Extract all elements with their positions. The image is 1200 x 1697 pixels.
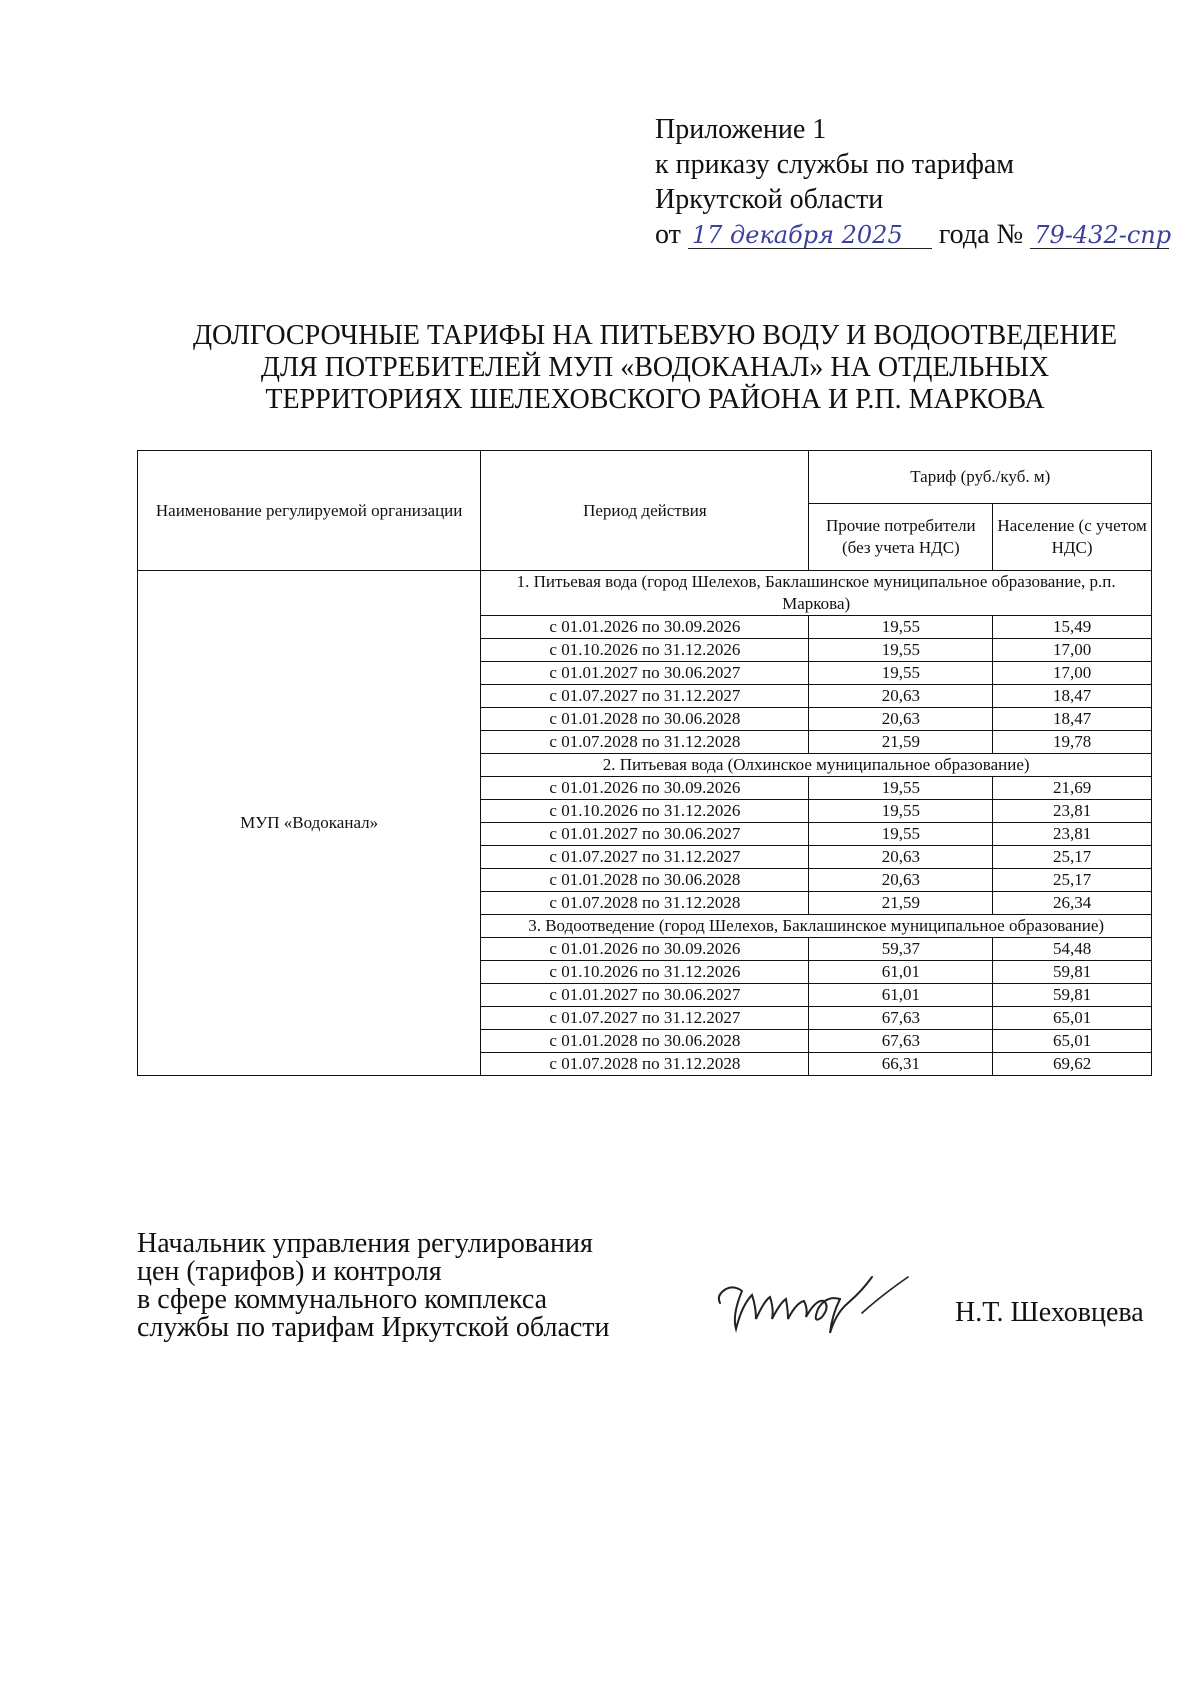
period-cell: с 01.01.2026 по 30.09.2026 — [481, 616, 809, 639]
population-tariff-cell: 65,01 — [993, 1007, 1152, 1030]
period-cell: с 01.01.2027 по 30.06.2027 — [481, 984, 809, 1007]
signature-position — [137, 1230, 610, 1342]
position-line-1: Начальник управления регулирования — [137, 1228, 593, 1259]
period-cell: с 01.01.2028 по 30.06.2028 — [481, 869, 809, 892]
period-cell: с 01.10.2026 по 31.12.2026 — [481, 961, 809, 984]
population-tariff-cell: 69,62 — [993, 1053, 1152, 1076]
appendix-line-3: Иркутской области — [655, 184, 884, 215]
tariff-table — [137, 450, 1152, 1076]
population-tariff-cell: 25,17 — [993, 846, 1152, 869]
header-tariff: Тариф (руб./куб. м) — [809, 451, 1152, 504]
period-cell: с 01.01.2027 по 30.06.2027 — [481, 823, 809, 846]
other-tariff-cell: 19,55 — [809, 639, 993, 662]
handwritten-date: 17 декабря 2025 — [688, 222, 932, 249]
position-line-2: цен (тарифов) и контроля — [137, 1256, 442, 1287]
document-title — [150, 320, 1160, 416]
title-line-1: ДОЛГОСРОЧНЫЕ ТАРИФЫ НА ПИТЬЕВУЮ ВОДУ И ВОДООТВЕДЕНИЕ — [192, 320, 1118, 351]
population-tariff-cell: 23,81 — [993, 800, 1152, 823]
section-title: 1. Питьевая вода (город Шелехов, Баклашинское муниципальное образование, р.п. Маркова) — [481, 571, 1152, 616]
other-tariff-cell: 20,63 — [809, 846, 993, 869]
other-tariff-cell: 20,63 — [809, 869, 993, 892]
population-tariff-cell: 59,81 — [993, 984, 1152, 1007]
other-tariff-cell: 67,63 — [809, 1007, 993, 1030]
period-cell: с 01.07.2028 по 31.12.2028 — [481, 731, 809, 754]
header-org: Наименование регулируемой организации — [138, 451, 481, 571]
other-tariff-cell: 21,59 — [809, 731, 993, 754]
period-cell: с 01.07.2027 по 31.12.2027 — [481, 1007, 809, 1030]
other-tariff-cell: 67,63 — [809, 1030, 993, 1053]
population-tariff-cell: 23,81 — [993, 823, 1152, 846]
other-tariff-cell: 66,31 — [809, 1053, 993, 1076]
appendix-header — [655, 112, 1172, 252]
period-cell: с 01.01.2028 по 30.06.2028 — [481, 1030, 809, 1053]
period-cell: с 01.07.2028 по 31.12.2028 — [481, 892, 809, 915]
other-tariff-cell: 19,55 — [809, 800, 993, 823]
period-cell: с 01.01.2027 по 30.06.2027 — [481, 662, 809, 685]
population-tariff-cell: 18,47 — [993, 708, 1152, 731]
handwritten-order-number: 79-432-спр — [1030, 222, 1169, 249]
header-period: Период действия — [481, 451, 809, 571]
position-line-3: в сфере коммунального комплекса — [137, 1284, 548, 1315]
title-line-3: ТЕРРИТОРИЯХ ШЕЛЕХОВСКОГО РАЙОНА И Р.П. МАРКОВА — [265, 384, 1045, 415]
title-line-2: ДЛЯ ПОТРЕБИТЕЛЕЙ МУП «ВОДОКАНАЛ» НА ОТДЕЛЬНЫХ — [260, 352, 1050, 383]
handwritten-signature — [712, 1255, 922, 1350]
section-title: 3. Водоотведение (город Шелехов, Баклашинское муниципальное образование) — [481, 915, 1152, 938]
population-tariff-cell: 21,69 — [993, 777, 1152, 800]
section-title: 2. Питьевая вода (Олхинское муниципальное образование) — [481, 754, 1152, 777]
signature-drawing — [712, 1255, 922, 1345]
tariff-table-body — [138, 571, 1152, 1076]
period-cell: с 01.01.2026 по 30.09.2026 — [481, 938, 809, 961]
population-tariff-cell: 17,00 — [993, 639, 1152, 662]
other-tariff-cell: 19,55 — [809, 823, 993, 846]
population-tariff-cell: 18,47 — [993, 685, 1152, 708]
appendix-line-2: к приказу службы по тарифам — [655, 149, 1014, 180]
signer-name: Н.Т. Шеховцева — [955, 1297, 1144, 1328]
population-tariff-cell: 17,00 — [993, 662, 1152, 685]
other-tariff-cell: 20,63 — [809, 708, 993, 731]
header-other-consumers: Прочие потребители (без учета НДС) — [809, 504, 993, 571]
other-tariff-cell: 61,01 — [809, 961, 993, 984]
other-tariff-cell: 19,55 — [809, 616, 993, 639]
org-name-cell: МУП «Водоканал» — [138, 571, 481, 1076]
year-number-label: года № — [938, 219, 1024, 250]
other-tariff-cell: 19,55 — [809, 777, 993, 800]
from-label: от — [655, 219, 681, 250]
other-tariff-cell: 19,55 — [809, 662, 993, 685]
header-population: Население (с учетом НДС) — [993, 504, 1152, 571]
population-tariff-cell: 15,49 — [993, 616, 1152, 639]
appendix-line-1: Приложение 1 — [655, 114, 827, 145]
other-tariff-cell: 20,63 — [809, 685, 993, 708]
population-tariff-cell: 26,34 — [993, 892, 1152, 915]
other-tariff-cell: 61,01 — [809, 984, 993, 1007]
period-cell: с 01.07.2028 по 31.12.2028 — [481, 1053, 809, 1076]
period-cell: с 01.07.2027 по 31.12.2027 — [481, 685, 809, 708]
period-cell: с 01.10.2026 по 31.12.2026 — [481, 800, 809, 823]
other-tariff-cell: 21,59 — [809, 892, 993, 915]
period-cell: с 01.01.2028 по 30.06.2028 — [481, 708, 809, 731]
population-tariff-cell: 19,78 — [993, 731, 1152, 754]
population-tariff-cell: 59,81 — [993, 961, 1152, 984]
other-tariff-cell: 59,37 — [809, 938, 993, 961]
period-cell: с 01.01.2026 по 30.09.2026 — [481, 777, 809, 800]
population-tariff-cell: 54,48 — [993, 938, 1152, 961]
population-tariff-cell: 25,17 — [993, 869, 1152, 892]
period-cell: с 01.10.2026 по 31.12.2026 — [481, 639, 809, 662]
position-line-4: службы по тарифам Иркутской области — [137, 1312, 610, 1343]
section-row — [138, 571, 1152, 616]
population-tariff-cell: 65,01 — [993, 1030, 1152, 1053]
period-cell: с 01.07.2027 по 31.12.2027 — [481, 846, 809, 869]
appendix-order-line — [655, 217, 1172, 252]
